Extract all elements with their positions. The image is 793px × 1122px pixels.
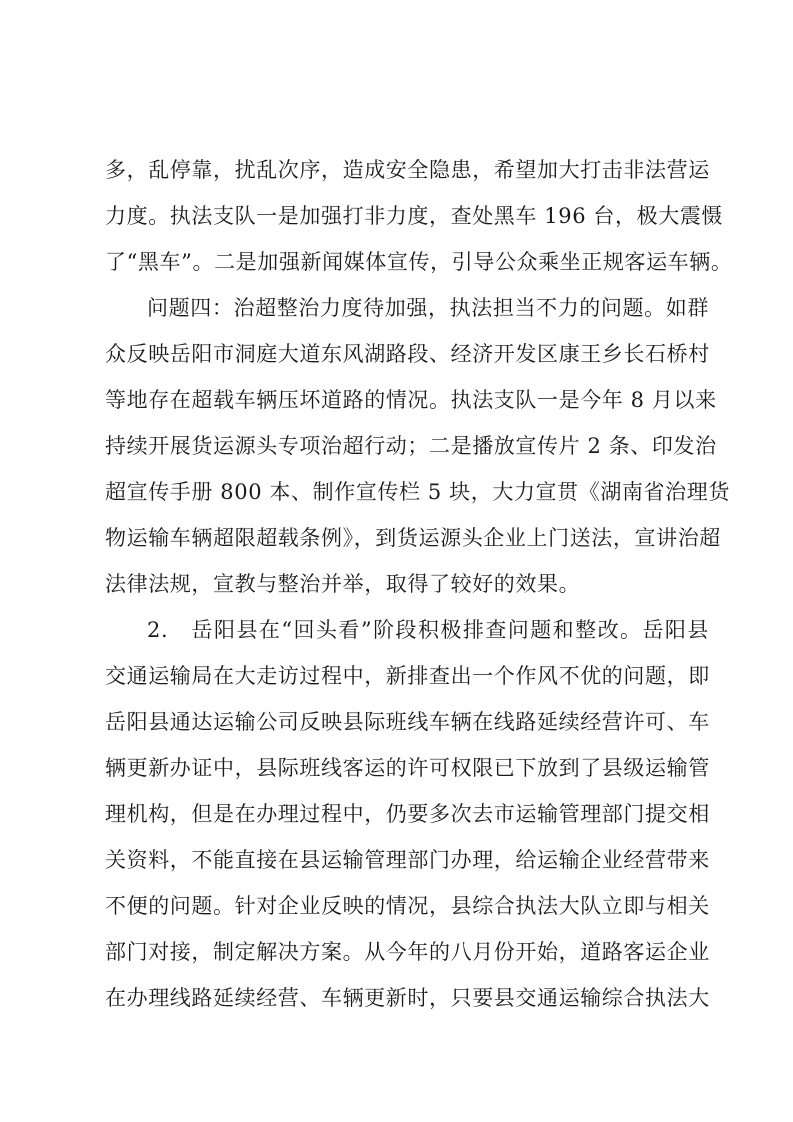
text-line: 等地存在超载车辆压坏道路的情况。执法支队一是今年 8 月以来 <box>105 388 717 412</box>
text-line: 理机构，但是在办理过程中，仍要多次去市运输管理部门提交相 <box>105 802 710 826</box>
text-line: 辆更新办证中，县际班线客运的许可权限已下放到了县级运输管 <box>105 756 710 780</box>
text-line: 部门对接，制定解决方案。从今年的八月份开始，道路客运企业 <box>105 940 710 964</box>
text-line: 不便的问题。针对企业反映的情况，县综合执法大队立即与相关 <box>105 894 710 918</box>
text-line: 2. 岳阳县在“回头看”阶段积极排查问题和整改。岳阳县 <box>147 618 709 642</box>
text-line: 力度。执法支队一是加强打非力度，查处黑车 196 台，极大震慑 <box>105 204 724 228</box>
text-line: 持续开展货运源头专项治超行动；二是播放宣传片 2 条、印发治 <box>105 434 717 458</box>
text-line: 物运输车辆超限超载条例》，到货运源头企业上门送法，宣讲治超 <box>105 526 721 550</box>
text-line: 关资料，不能直接在县运输管理部门办理，给运输企业经营带来 <box>105 848 710 872</box>
text-line: 多，乱停靠，扰乱次序，造成安全隐患，希望加大打击非法营运 <box>105 158 710 182</box>
text-line: 在办理线路延续经营、车辆更新时，只要县交通运输综合执法大 <box>105 986 710 1010</box>
text-line: 问题四：治超整治力度待加强，执法担当不力的问题。如群 <box>147 296 709 320</box>
text-line: 了“黑车”。二是加强新闻媒体宣传，引导公众乘坐正规客运车辆。 <box>105 250 733 274</box>
text-line: 岳阳县通达运输公司反映县际班线车辆在线路延续经营许可、车 <box>105 710 710 734</box>
text-line: 法律法规，宣教与整治并举，取得了较好的效果。 <box>105 572 581 596</box>
text-line: 众反映岳阳市洞庭大道东风湖路段、经济开发区康王乡长石桥村 <box>105 342 710 366</box>
text-line: 交通运输局在大走访过程中，新排查出一个作风不优的问题，即 <box>105 664 710 688</box>
text-line: 超宣传手册 800 本、制作宣传栏 5 块，大力宣贯《湖南省治理货 <box>105 480 730 504</box>
